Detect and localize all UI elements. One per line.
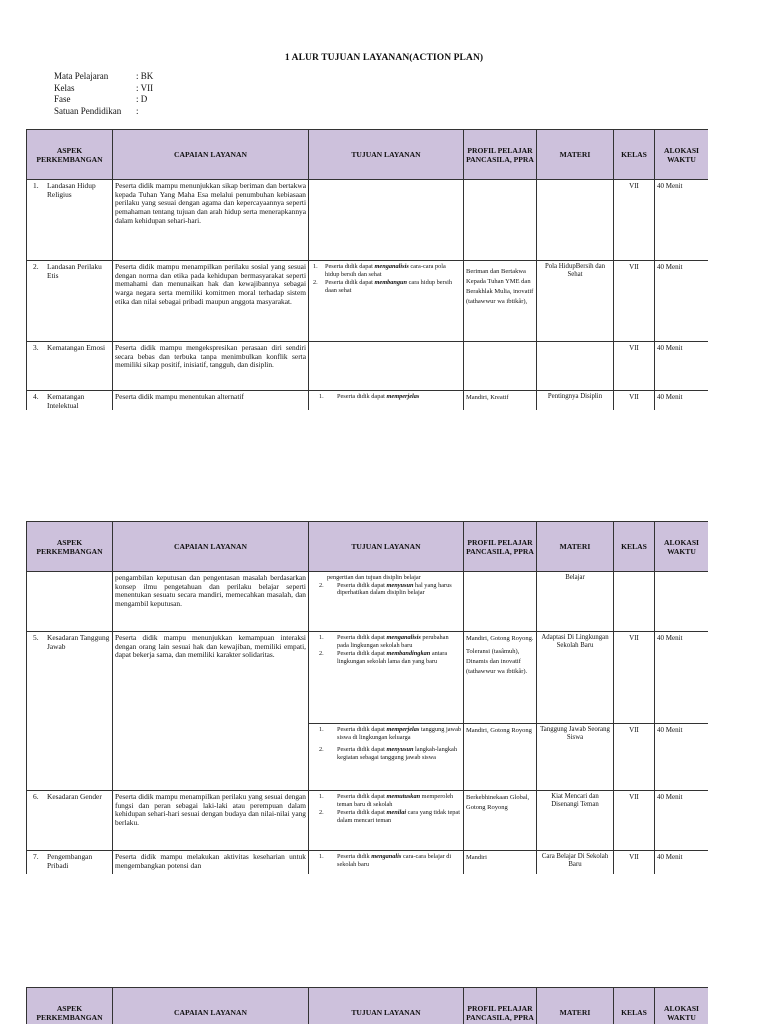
tujuan-text: cara-cara belajar di sekolah baru bbox=[337, 853, 452, 868]
header-aspek: ASPEK PERKEMBANGAN bbox=[27, 130, 113, 180]
table-row bbox=[27, 791, 709, 851]
aspek-cell bbox=[27, 632, 113, 791]
materi-cell: Belajar bbox=[537, 572, 614, 632]
table-row bbox=[27, 851, 709, 875]
kelas-cell: VII bbox=[614, 791, 655, 851]
aspek-cell bbox=[27, 342, 113, 391]
tujuan-text: cara-cara pola hidup bersih dan sehat bbox=[325, 263, 446, 278]
kelas-cell: VII bbox=[614, 724, 655, 791]
tujuan-text: Peserta didik dapat bbox=[337, 393, 387, 400]
aspek-text: Kesadaran Gender bbox=[47, 792, 102, 801]
tujuan-cell bbox=[309, 724, 464, 791]
capaian-cell: Peserta didik mampu menunjukkan sikap beriman dan bertakwa kepada Tuhan Yang Maha Esa melalui penumbuhan kebiasaan perilaku yang sesuai dengan agama dan kepercayaannya seperti pemahaman tentang tujuan dan arah hidup serta menerapkannya dalam kehidupan sehari-hari. bbox=[113, 180, 309, 261]
tujuan-item bbox=[311, 809, 461, 824]
tujuan-text: Peserta didik dapat bbox=[337, 726, 387, 733]
tujuan-text: langkah-langkah kegiatan sebagai tanggung jawab siswa bbox=[337, 746, 457, 761]
kelas-cell: VII bbox=[614, 261, 655, 342]
table-row bbox=[27, 632, 709, 724]
aspek-text: Kesadaran Tanggung Jawab bbox=[47, 633, 110, 651]
profil-cell bbox=[464, 572, 537, 632]
item-number: 1. bbox=[319, 634, 324, 641]
tujuan-cell bbox=[309, 851, 464, 875]
meta-row bbox=[54, 106, 153, 118]
tujuan-text: memperoleh teman baru di sekolah bbox=[337, 793, 454, 808]
aspek-text: Pengembangan Pribadi bbox=[47, 852, 93, 870]
tujuan-item bbox=[311, 393, 461, 401]
materi-cell: Kiat Mencari dan Disenangi Teman bbox=[537, 791, 614, 851]
header-tujuan: TUJUAN LAYANAN bbox=[309, 988, 464, 1024]
tujuan-item bbox=[311, 793, 461, 808]
item-number: 1. bbox=[313, 263, 318, 270]
profil-text: Toleransi (tasâmuh), Dinamis dan inovatif (tathawwur wa ibtikâr). bbox=[466, 648, 528, 675]
item-number: 1. bbox=[319, 853, 324, 860]
kelas-cell: VII bbox=[614, 180, 655, 261]
alokasi-cell: 40 Menit bbox=[655, 632, 709, 724]
materi-cell bbox=[537, 180, 614, 261]
materi-cell bbox=[537, 342, 614, 391]
action-plan-table bbox=[26, 521, 708, 874]
meta-row bbox=[54, 71, 153, 83]
header-tujuan: TUJUAN LAYANAN bbox=[309, 130, 464, 180]
meta-value: : VII bbox=[136, 82, 154, 93]
tujuan-item bbox=[311, 853, 461, 868]
header-row bbox=[27, 988, 709, 1024]
header-alokasi: ALOKASI WAKTU bbox=[655, 988, 709, 1024]
header-row bbox=[27, 522, 709, 572]
tujuan-text: Peserta didik dapat bbox=[325, 279, 375, 287]
item-number: 1. bbox=[319, 726, 324, 733]
header-kelas: KELAS bbox=[614, 522, 655, 572]
profil-cell: Berkebhinekaan Global, Gotong Royong bbox=[464, 791, 537, 851]
tujuan-verb: menganalisis bbox=[386, 634, 421, 641]
table-row bbox=[27, 342, 709, 391]
tujuan-cell bbox=[309, 261, 464, 342]
tujuan-item bbox=[311, 746, 461, 761]
header-materi: MATERI bbox=[537, 988, 614, 1024]
alokasi-cell bbox=[655, 572, 709, 632]
alokasi-cell: 40 Menit bbox=[655, 851, 709, 875]
tujuan-item bbox=[311, 582, 461, 597]
meta-row bbox=[54, 83, 153, 95]
aspek-cell bbox=[27, 791, 113, 851]
capaian-cell: pengambilan keputusan dan pengentasan masalah berdasarkan konsep ilmu pengetahuan dan perilaku belajar seperti menentukan sesuatu secara mandiri, memecahkan masalah, dan mengambil keputusan. bbox=[113, 572, 309, 632]
capaian-cell: Peserta didik mampu menampilkan perilaku yang sesuai dengan fungsi dan peran sebagai laki-laki atau perempuan dalam kehidupan sehari-hari sesuai dengan budaya dan nilai-nilai yang berlaku. bbox=[113, 791, 309, 851]
alokasi-cell: 40 Menit bbox=[655, 791, 709, 851]
profil-cell bbox=[464, 342, 537, 391]
header-capaian: CAPAIAN LAYANAN bbox=[113, 988, 309, 1024]
item-number: 1. bbox=[319, 793, 324, 800]
aspek-cell bbox=[27, 180, 113, 261]
materi-cell: Adaptasi Di Lingkungan Sekolah Baru bbox=[537, 632, 614, 724]
header-materi: MATERI bbox=[537, 130, 614, 180]
aspek-cell bbox=[27, 261, 113, 342]
tujuan-verb: membangun bbox=[374, 279, 408, 287]
kelas-cell: VII bbox=[614, 342, 655, 391]
row-number: 7. bbox=[33, 852, 39, 861]
capaian-cell: Peserta didik mampu menampilkan perilaku sosial yang sesuai dengan norma dan etika pada kehidupan bermasyarakat seperti memahami dan menunaikan hak dan kewajibannya sebagai warga negara serta memiliki komitmen moral terhadap sistem etika dan nilai sebagai pribadi maupun anggota masyarakat. bbox=[113, 261, 309, 342]
meta-value: : D bbox=[136, 94, 148, 104]
kelas-cell: VII bbox=[614, 851, 655, 875]
aspek-text: Kematangan Emosi bbox=[47, 343, 106, 352]
tujuan-text: tanggung jawab siswa di lingkungan keluarga bbox=[337, 726, 462, 741]
alokasi-cell: 40 Menit bbox=[655, 261, 709, 342]
table-row bbox=[27, 572, 709, 632]
header-alokasi: ALOKASI WAKTU bbox=[655, 522, 709, 572]
profil-text: Mandiri, Gotong Royong. bbox=[466, 635, 534, 642]
tujuan-item bbox=[311, 634, 461, 649]
tujuan-text: Peserta didik dapat bbox=[337, 581, 387, 589]
tujuan-text: perubahan pada lingkungan sekolah baru bbox=[337, 634, 449, 649]
row-number: 5. bbox=[33, 633, 39, 642]
alokasi-cell: 40 Menit bbox=[655, 724, 709, 791]
tujuan-item bbox=[311, 263, 461, 278]
profil-cell: Mandiri, Gotong Royong bbox=[464, 724, 537, 791]
document-meta bbox=[54, 71, 153, 117]
meta-row bbox=[54, 94, 153, 106]
tujuan-text: Peserta didik bbox=[337, 853, 372, 860]
tujuan-text: Peserta didik dapat bbox=[337, 746, 387, 754]
row-number: 3. bbox=[33, 343, 39, 352]
header-tujuan: TUJUAN LAYANAN bbox=[309, 522, 464, 572]
tujuan-verb: memutuskan bbox=[386, 793, 421, 800]
aspek-text: Landasan Hidup Religius bbox=[47, 181, 96, 199]
profil-text: Beriman dan Bertakwa Kepada Tuhan YME dan Berakhlak Mulia, inovatif (tathawwur wa ibtikâr), bbox=[466, 268, 534, 305]
row-number: 1. bbox=[33, 181, 39, 190]
action-plan-table bbox=[26, 987, 708, 1024]
header-aspek: ASPEK PERKEMBANGAN bbox=[27, 522, 113, 572]
tujuan-item bbox=[311, 726, 461, 741]
tujuan-verb: membandingkan bbox=[386, 650, 431, 658]
tujuan-item bbox=[311, 650, 461, 665]
tujuan-text: Peserta didik dapat bbox=[325, 263, 375, 270]
aspek-text: Kematangan Intelektual bbox=[47, 392, 85, 410]
item-number: 2. bbox=[313, 279, 318, 287]
aspek-cell bbox=[27, 851, 113, 875]
tujuan-text: Peserta didik dapat bbox=[337, 793, 387, 800]
kelas-cell: VII bbox=[614, 632, 655, 724]
header-profil: PROFIL PELAJAR PANCASILA, PPRA bbox=[464, 522, 537, 572]
tujuan-text: Peserta didik dapat bbox=[337, 809, 387, 817]
item-number: 2. bbox=[319, 650, 324, 658]
header-materi: MATERI bbox=[537, 522, 614, 572]
header-aspek: ASPEK PERKEMBANGAN bbox=[27, 988, 113, 1024]
profil-cell bbox=[464, 632, 537, 724]
tujuan-item bbox=[311, 279, 461, 294]
kelas-cell bbox=[614, 572, 655, 632]
capaian-cell: Peserta didik mampu menunjukkan kemampuan interaksi dengan orang lain sesuai hak dan kewajiban, memiliki empati, dapat bekerja sama, dan memiliki karakter solidaritas. bbox=[113, 632, 309, 791]
tujuan-verb: menyusun bbox=[386, 581, 414, 589]
header-kelas: KELAS bbox=[614, 130, 655, 180]
aspek-cell bbox=[27, 391, 113, 411]
row-number: 2. bbox=[33, 262, 39, 271]
header-row bbox=[27, 130, 709, 180]
materi-cell: Pola HidupBersih dan Sehat bbox=[537, 261, 614, 342]
table-page-2 bbox=[26, 521, 708, 874]
tujuan-verb: menganalisis bbox=[374, 263, 409, 270]
action-plan-table bbox=[26, 129, 708, 410]
alokasi-cell: 40 Menit bbox=[655, 180, 709, 261]
profil-cell: Mandiri, Kreatif bbox=[464, 391, 537, 411]
header-kelas: KELAS bbox=[614, 988, 655, 1024]
item-number: 2. bbox=[319, 581, 324, 589]
materi-cell: Pentingnya Disiplin bbox=[537, 391, 614, 411]
tujuan-cell bbox=[309, 391, 464, 411]
aspek-cell bbox=[27, 572, 113, 632]
tujuan-text: Peserta didik dapat bbox=[337, 650, 387, 658]
tujuan-text: cara hidup bersih daan sehat bbox=[325, 279, 452, 294]
meta-label: Mata Pelajaran bbox=[54, 71, 109, 81]
item-number: 1. bbox=[319, 393, 324, 400]
tujuan-text: pengertian dan tujuan disiplin belajar bbox=[327, 574, 421, 581]
tujuan-cell bbox=[309, 342, 464, 391]
meta-value: : BK bbox=[136, 71, 154, 81]
alokasi-cell: 40 Menit bbox=[655, 391, 709, 411]
tujuan-text: hal yang harus diperhatikan dalam disiplin belajar bbox=[337, 581, 452, 597]
table-page-3 bbox=[26, 987, 708, 1024]
materi-cell: Cara Belajar Di Sekolah Baru bbox=[537, 851, 614, 875]
capaian-cell: Peserta didik mampu menentukan alternatif bbox=[113, 391, 309, 411]
item-number: 2. bbox=[319, 746, 324, 754]
profil-cell bbox=[464, 261, 537, 342]
alokasi-cell: 40 Menit bbox=[655, 342, 709, 391]
profil-cell bbox=[464, 180, 537, 261]
tujuan-cell bbox=[309, 180, 464, 261]
tujuan-verb: menilai bbox=[386, 809, 407, 817]
tujuan-verb: menyusun bbox=[386, 746, 414, 754]
item-number: 2. bbox=[319, 809, 324, 817]
tujuan-verb: menganalis bbox=[371, 853, 402, 860]
profil-cell: Mandiri bbox=[464, 851, 537, 875]
tujuan-cell bbox=[309, 632, 464, 724]
capaian-cell: Peserta didik mampu melakukan aktivitas keseharian untuk mengembangkan potensi dan bbox=[113, 851, 309, 875]
tujuan-text: cara yang tidak tepat dalam mencari teman bbox=[337, 809, 460, 824]
meta-label: Satuan Pendidikan bbox=[54, 105, 122, 116]
header-capaian: CAPAIAN LAYANAN bbox=[113, 522, 309, 572]
header-alokasi: ALOKASI WAKTU bbox=[655, 130, 709, 180]
header-profil: PROFIL PELAJAR PANCASILA, PPRA bbox=[464, 988, 537, 1024]
aspek-text: Landasan Perilaku Etis bbox=[47, 262, 102, 280]
table-row bbox=[27, 391, 709, 411]
row-number: 4. bbox=[33, 392, 39, 401]
table-row bbox=[27, 180, 709, 261]
document-title: 1 ALUR TUJUAN LAYANAN(ACTION PLAN) bbox=[284, 53, 484, 63]
tujuan-verb: memperjelas bbox=[386, 726, 420, 733]
materi-cell: Tanggung Jawab Seorang Siswa bbox=[537, 724, 614, 791]
capaian-cell: Peserta didik mampu mengekspresikan perasaan diri sendiri secara bebas dan terbuka tanpa menimbulkan konflik serta memiliki sikap positif, inisiatif, tangguh, dan disiplin. bbox=[113, 342, 309, 391]
table-row bbox=[27, 261, 709, 342]
kelas-cell: VII bbox=[614, 391, 655, 411]
table-page-1 bbox=[26, 129, 708, 410]
tujuan-text: Peserta didik dapat bbox=[337, 634, 387, 641]
tujuan-cell bbox=[309, 572, 464, 632]
tujuan-verb: memperjelas bbox=[386, 393, 420, 400]
tujuan-cell bbox=[309, 791, 464, 851]
meta-label: Fase bbox=[54, 94, 71, 104]
meta-value: : bbox=[136, 105, 139, 116]
row-number: 6. bbox=[33, 792, 39, 801]
tujuan-text: antara lingkungan sekolah lama dan yang baru bbox=[337, 650, 448, 665]
meta-label: Kelas bbox=[54, 82, 75, 93]
header-profil: PROFIL PELAJAR PANCASILA, PPRA bbox=[464, 130, 537, 180]
header-capaian: CAPAIAN LAYANAN bbox=[113, 130, 309, 180]
